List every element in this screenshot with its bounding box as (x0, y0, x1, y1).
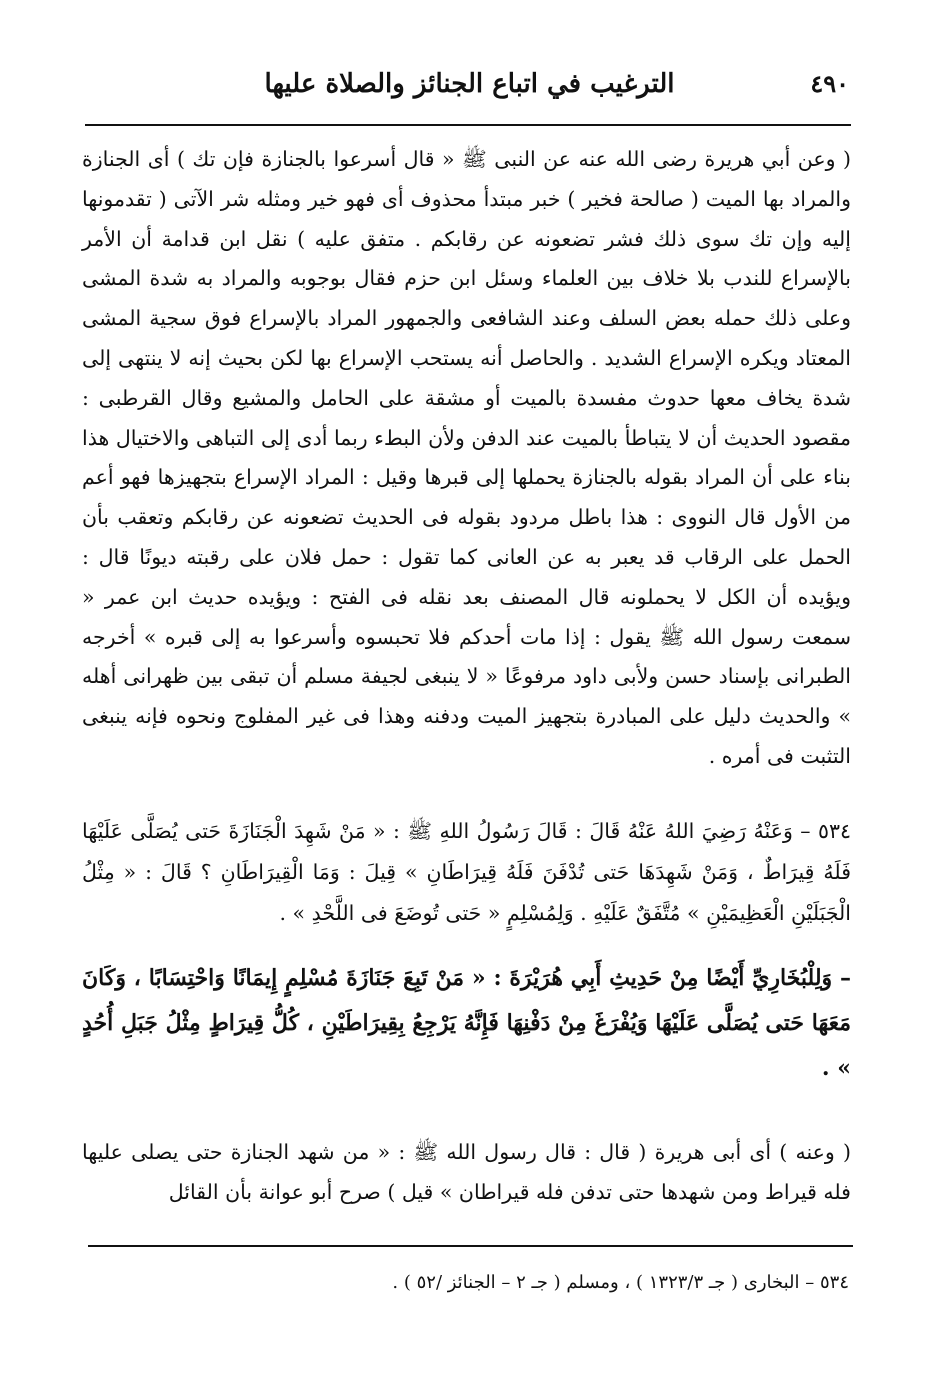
page-header (90, 62, 849, 106)
main-text (82, 140, 851, 1212)
header-divider (85, 124, 851, 126)
commentary-paragraph-2: ( وعنه ) أى أبى هريرة ( قال : قال رسول الله ﷺ : « من شهد الجنازة حتى يصلى عليها فله قيراط ومن شهدها حتى تدفن فله قيراطان » قيل ) صرح أبو عوانة بأن القائل (82, 1139, 851, 1204)
footnote-divider (88, 1245, 853, 1247)
page-number: ٤٩٠ (810, 69, 849, 98)
page-title: الترغيب في اتباع الجنائز والصلاة عليها (264, 69, 675, 99)
hadith-bukhari-narration: – وَلِلْبُخَارِيِّ أَيْضًا مِنْ حَدِيثِ أَبِي هُرَيْرَةَ : « مَنْ تَبِعَ جَنَازَةَ مُسْلِمٍ إِيمَانًا وَاحْتِسَابًا ، وَكَانَ مَعَهَا حَتى يُصَلَّى عَلَيْهَا وَيُفْرَغَ مِنْ دَفْنِهَا فَإِنَّهُ يَرْجِعُ بِقِيرَاطَيْنِ ، كُلُّ قِيرَاطٍ مِثْلُ جَبَلِ أُحُدٍ » . (82, 964, 851, 1081)
commentary-paragraph-1: ( وعن أبي هريرة رضى الله عنه عن النبى ﷺ « قال أسرعوا بالجنازة فإن تك ) أى الجنازة والمراد بها الميت ( صالحة فخير ) خبر مبتدأ محذوف أى فهو خير ومثله شر الآتى ( تقدمونها إليه وإن تك سوى ذلك فشر تضعونه عن رقابكم . متفق عليه ) نقل ابن قدامة أن الأمر بالإسراع للندب بلا خلاف بين العلماء وسئل ابن حزم فقال بوجوبه والمراد به شدة المشى وعلى ذلك حمله بعض السلف وعند الشافعى والجمهور المراد بالإسراع فوق سجية المشى المعتاد ويكره الإسراع الشديد . والحاصل أنه يستحب الإسراع بها لكن بحيث إنه لا ينتهى إلى شدة يخاف معها حدوث مفسدة بالميت أو مشقة على الحامل والمشيع وقال القرطبى : مقصود الحديث أن لا يتباطأ بالميت عند الدفن ولأن البطء ربما أدى إلى التباهى والاختيال هذا بناء على أن المراد بقوله بالجنازة يحملها إلى قبرها وقيل : المراد الإسراع بتجهيزها فهو أعم من الأول قال النووى : هذا باطل مردود بقوله فى الحديث تضعونه عن رقابكم وتعقب بأن الحمل على الرقاب قد يعبر به عن العانى كما تقول : حمل فلان على رقبته ديونًا قال : ويؤيده أن الكل لا يحملونه قال المصنف بعد نقله فى الفتح : ويؤيده حديث ابن عمر « سمعت رسول الله ﷺ يقول : إذا مات أحدكم فلا تحبسوه وأسرعوا به إلى قبره » أخرجه الطبرانى بإسناد حسن ولأبى داود مرفوعًا « لا ينبغى لجيفة مسلم أن تبقى بين ظهرانى أهله » والحديث دليل على المبادرة بتجهيز الميت ودفنه وهذا فى غير المفلوج ونحوه فإنه ينبغى التثبت فى أمره . (82, 147, 852, 768)
hadith-534: ٥٣٤ – وَعَنْهُ رَضِيَ اللهُ عَنْهُ قَالَ : قَالَ رَسُولُ اللهِ ﷺ : « مَنْ شَهِدَ الْجَنَازَةَ حَتى يُصَلَّى عَلَيْهَا فَلَهُ قِيرَاطٌ ، وَمَنْ شَهِدَهَا حَتى تُدْفَنَ فَلَهُ قِيرَاطَانِ » قِيلَ : وَمَا الْقِيرَاطَانِ ؟ قَالَ : « مِثْلُ الْجَبَلَيْنِ الْعَظِيمَيْنِ » مُتَّفَقٌ عَلَيْهِ . وَلِمُسْلِمٍ « حَتى تُوضَعَ فى اللَّحْدِ » . (82, 818, 851, 925)
footnote: ٥٣٤ – البخارى ( جـ ١٣٢٣/٣ ) ، ومسلم ( جـ ٢ – الجنائز /٥٢ ) . (392, 1272, 849, 1293)
